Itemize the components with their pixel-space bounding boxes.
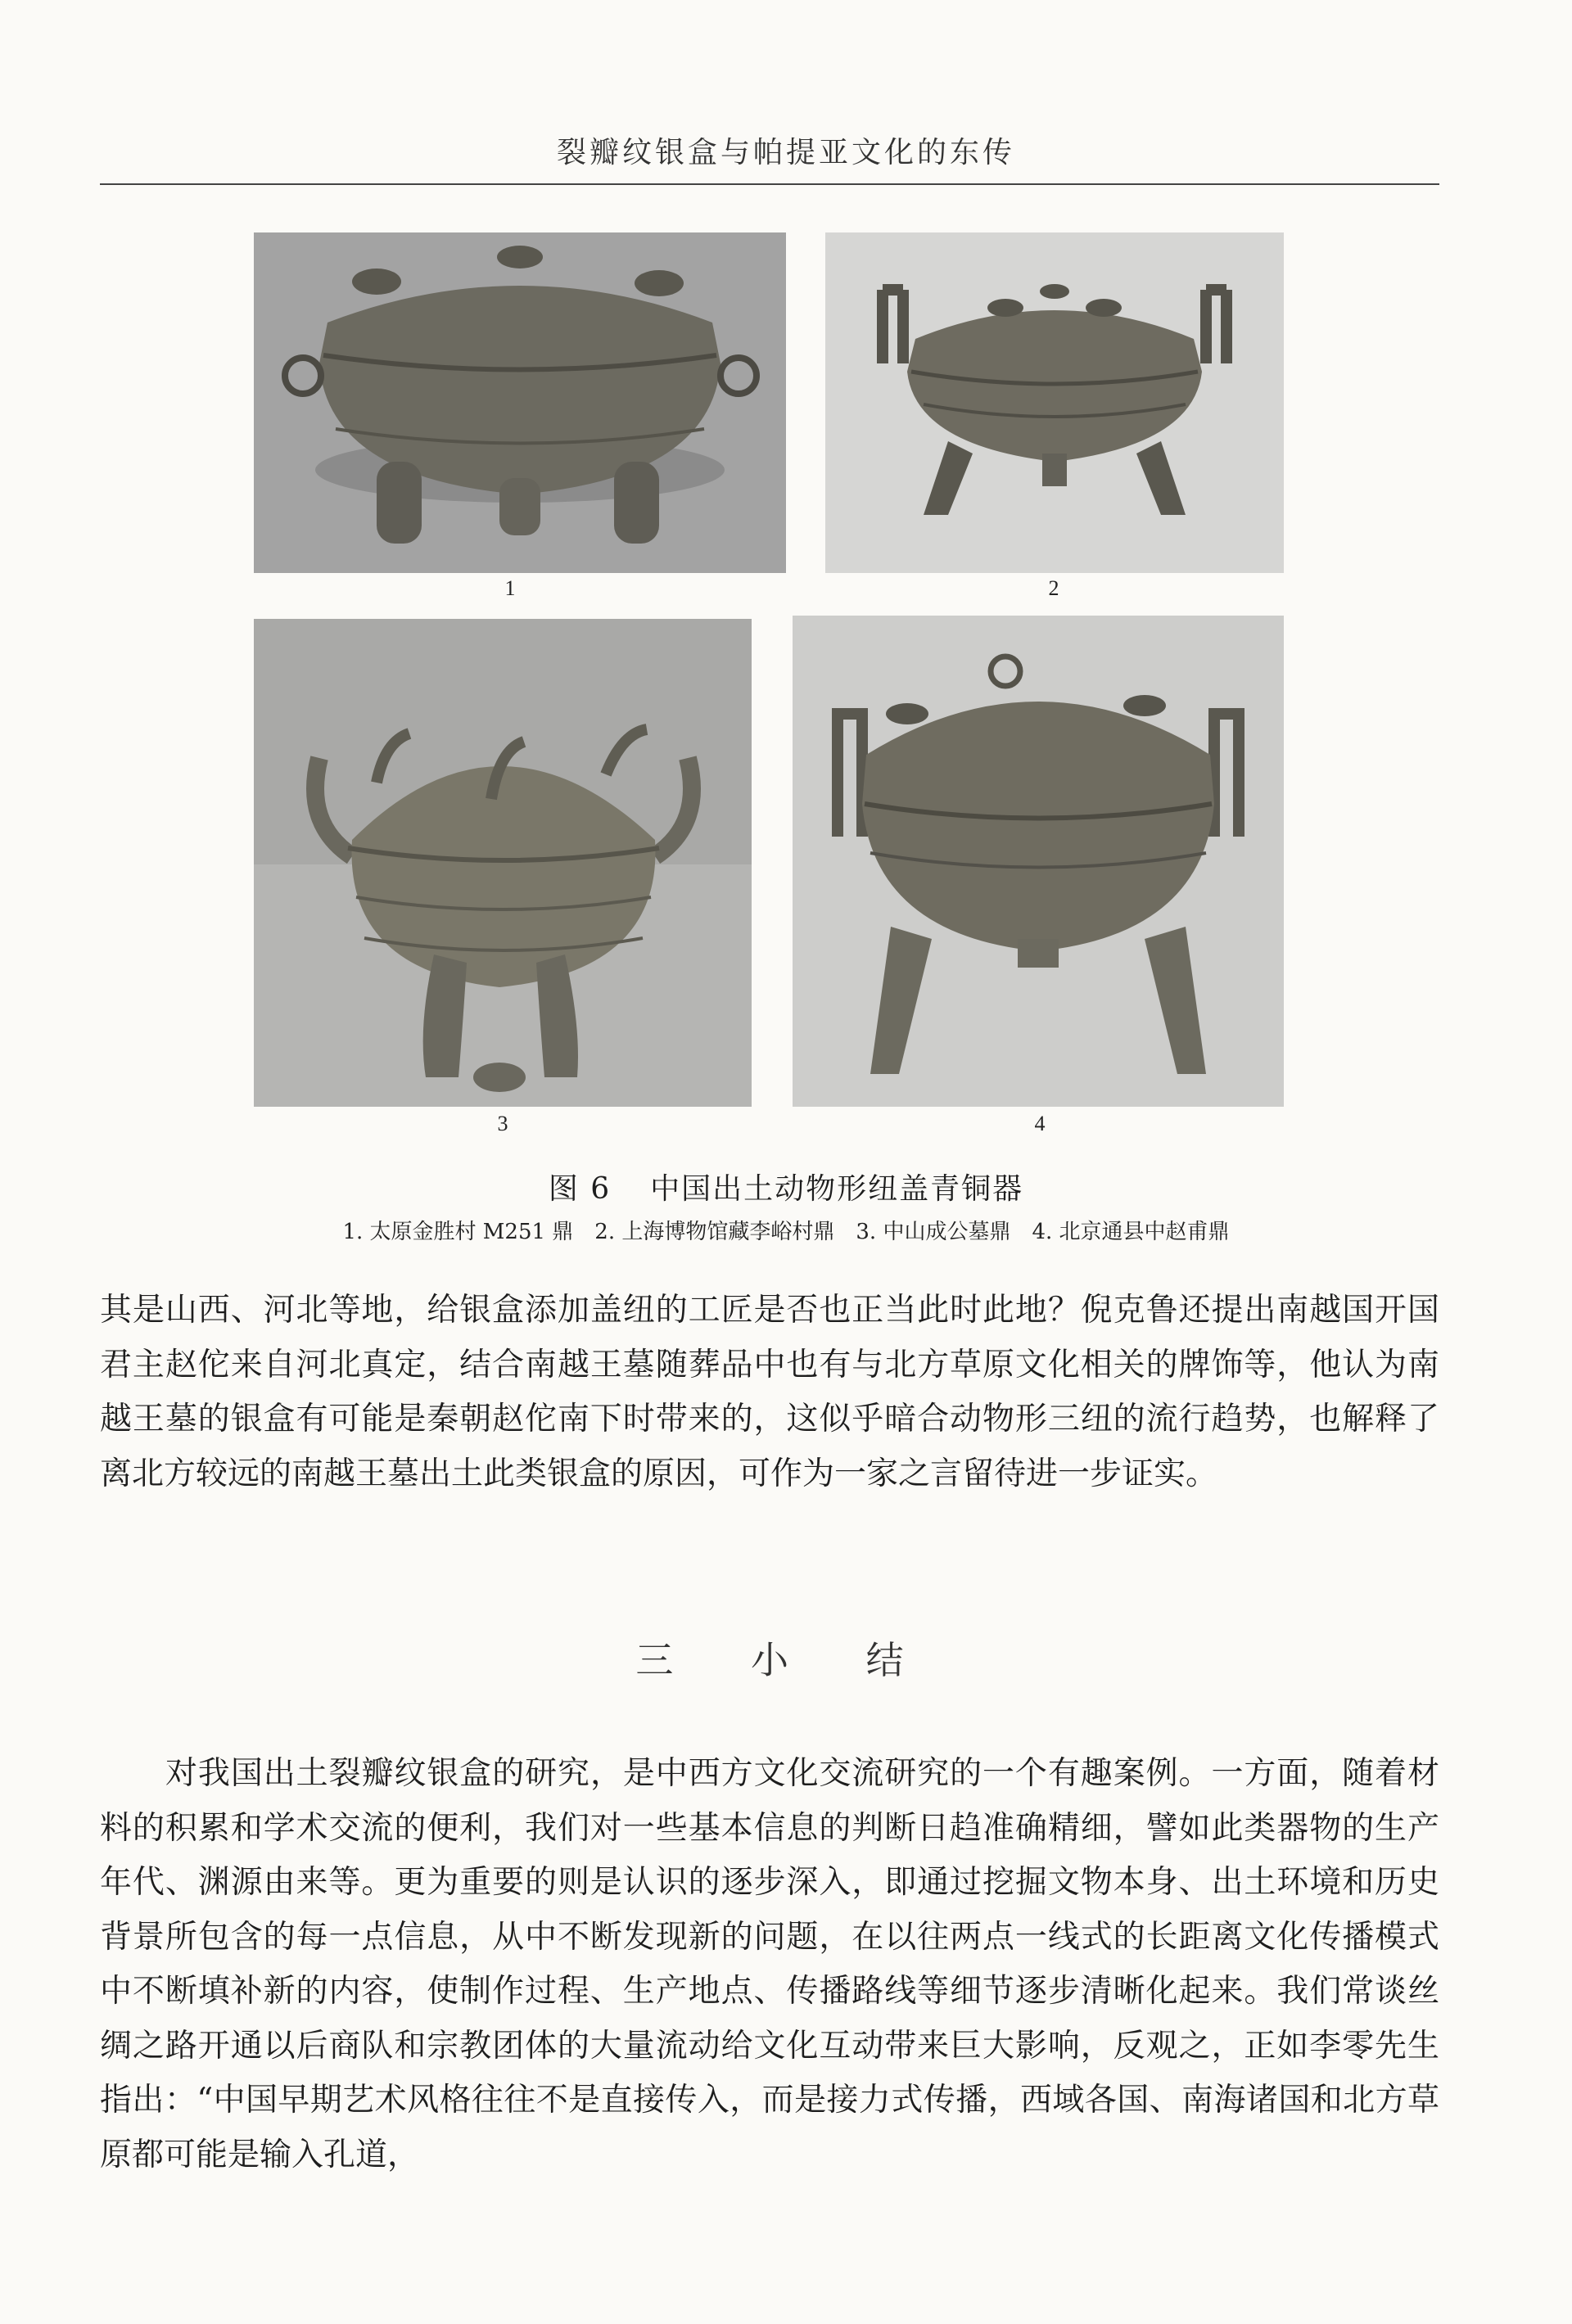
bronze-vessel-illustration — [793, 616, 1284, 1107]
body-paragraph: 其是山西、河北等地，给银盒添加盖纽的工匠是否也正当此时此地？倪克鲁还提出南越国开国君主赵佗来自河北真定，结合南越王墓随葬品中也有与北方草原文化相关的牌饰等，他认为南越王墓的银盒有可能是秦朝赵佗南下时带来的，这似乎暗合动物形三纽的流行趋势，也解释了离北方较远的南越王墓出土此类银盒的原因，可作为一家之言留待进一步证实。 — [100, 1292, 1439, 1492]
bronze-vessel-illustration — [825, 232, 1284, 573]
section-heading: 三 小 结 — [635, 1638, 937, 1682]
header-rule — [100, 183, 1439, 185]
figure-photo-1 — [254, 232, 786, 573]
figure-title-text: 中国出土动物形纽盖青铜器 — [650, 1172, 1024, 1206]
bronze-vessel-illustration — [254, 619, 752, 1107]
bronze-vessel-illustration — [254, 232, 786, 573]
figure-label-2: 2 — [1048, 576, 1059, 600]
figure-caption: 1. 太原金胜村 M251 鼎 2. 上海博物馆藏李峪村鼎 3. 中山成公墓鼎 4. 北京通县中赵甫鼎 — [342, 1220, 1230, 1244]
figure-title — [0, 1166, 1572, 1207]
figure-label-1: 1 — [504, 576, 516, 600]
figure-photo-2 — [825, 232, 1284, 573]
figure-label-4: 4 — [1034, 1112, 1046, 1135]
figure-number: 图 6 — [548, 1172, 612, 1206]
body-paragraph: 对我国出土裂瓣纹银盒的研究，是中西方文化交流研究的一个有趣案例。一方面，随着材料的积累和学术交流的便利，我们对一些基本信息的判断日趋准确精细，譬如此类器物的生产年代、渊源由来等。更为重要的则是认识的逐步深入，即通过挖掘文物本身、出土环境和历史背景所包含的每一点信息，从中不断发现新的问题，在以往两点一线式的长距离文化传播模式中不断填补新的内容，使制作过程、生产地点、传播路线等细节逐步清晰化起来。我们常谈丝绸之路开通以后商队和宗教团体的大量流动给文化互动带来巨大影响，反观之，正如李零先生指出：“中国早期艺术风格往往不是直接传入，而是接力式传播，西域各国、南海诸国和北方草原都可能是输入孔道， — [100, 1755, 1439, 2173]
figure-photo-3 — [254, 619, 752, 1107]
figure-photo-4 — [793, 616, 1284, 1107]
running-header: 裂瓣纹银盒与帕提亚文化的东传 — [556, 136, 1015, 169]
figure-label-3: 3 — [497, 1112, 508, 1135]
